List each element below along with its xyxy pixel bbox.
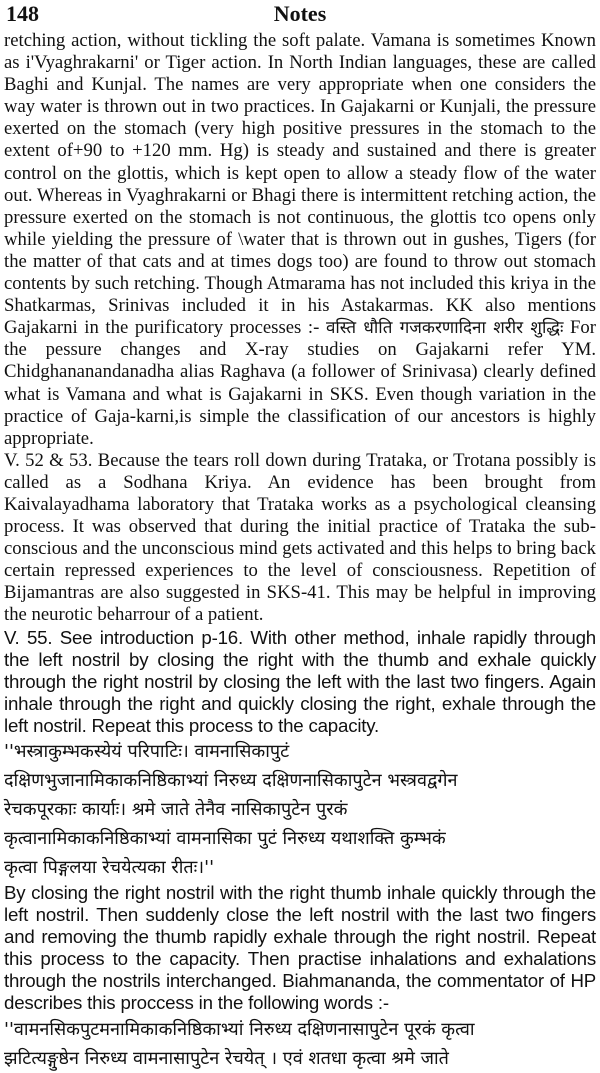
page-header	[4, 0, 596, 30]
sanskrit-quote-bhastrika	[4, 737, 596, 882]
paragraph-vamana	[4, 30, 596, 450]
sanskrit-line: ''भस्त्राकुम्भकस्येयं परिपाटिः। वामनासिकापुटं	[4, 741, 290, 762]
sanskrit-inline-quote: वस्ति धौति गजकरणादिना शरीर शुद्धिः	[325, 318, 564, 339]
text-line: V. 55. See introduction p-16. With other method, inhale rapidly through the left	[4, 626, 596, 670]
text-line: nostril by closing the right with the thumb and exhale quickly through the right	[4, 648, 596, 692]
text-line: unconscious mind gets activated and this helps to bring back certain repressed	[4, 538, 597, 582]
text-line: though variation in the practice of Gaja-karni,is simple the classification of our	[4, 383, 596, 427]
running-head: Notes	[273, 1, 327, 26]
text-line: too) are found to throw out stomach contents by such retching. Though	[4, 250, 597, 295]
text-line: retching action, without tickling the soft palate. Vamana is sometimes Known as	[4, 30, 596, 74]
text-line: nostril by closing the left with the last two fingers. Again inhale through the right	[4, 670, 596, 714]
text-line: i'Vyaghrakarni' or Tiger action. In North Indian languages, these are called Baghi	[4, 52, 596, 96]
text-line: on Gajakarni refer YM. Chidghananandanadha alias Raghava (a follower of	[4, 339, 596, 383]
text-line: that is thrown out in gushes, Tigers (for the matter of that cats and at times dogs	[4, 228, 596, 272]
text-line: stomach (very high positive pressures in the stomach to the extent of+90 to +120	[4, 118, 596, 162]
sanskrit-line: कृत्वानामिकाकनिष्ठिकाभ्यां वामनासिका पुटं निरुध्य यथाशक्ति कुम्भकं	[4, 828, 446, 849]
text-line: Srinivasa) clearly defined what is Vamana and what is Gajakarni in SKS. Even	[4, 361, 596, 405]
text-line: and quickly closing the right, exhale through the left nostril. Repeat this process	[4, 692, 596, 736]
text-line: observed that during the initial practice of Trataka the sub-conscious and the	[4, 516, 596, 560]
text-line: and Kunjal. The names are very appropriate when one considers the way water is	[4, 74, 596, 118]
text-line: mm. Hg) is steady and sustained and there is greater control on the glottis, which	[4, 140, 597, 184]
paragraph-translation	[4, 882, 596, 1015]
paragraph-trataka	[4, 450, 596, 627]
text-line: to the capacity.	[257, 714, 380, 736]
sanskrit-line: दक्षिणभुजानामिकाकनिष्ठिकाभ्यां निरुध्य दक्षिणनासिकापुटेन भस्त्रवद्वगेन	[4, 770, 458, 791]
page-number: 148	[6, 1, 39, 26]
text-line: interchanged. Biahmananda, the commentator of HP describes this proccess in	[4, 970, 597, 1014]
text-line: removing the thumb rapidly exhale through the right nostril. Repeat this process	[4, 926, 596, 970]
text-line: his Astakarmas. KK also mentions Gajakarni in the purificatory processes :-	[4, 295, 597, 339]
text-line: thrown out in two practices. In Gajakarni or Kunjali, the pressure exerted on the	[4, 96, 597, 140]
sanskrit-line: रेचकपूरकाः कार्याः। श्रमे जाते तेनैव नासिकापुटेन पुरकं	[4, 799, 348, 820]
text-line: By closing the right nostril with the right thumb inhale quickly through the left	[4, 882, 596, 926]
text-line: is kept open to allow a steady flow of the water out. Whereas in Vyaghrakarni or	[4, 162, 596, 206]
text-line: Atmarama has not included this kriya in the Shatkarmas, Srinivas included it in	[4, 273, 596, 317]
text-line: suggested in SKS-41. This may be helpful in improving the neurotic beharrour of	[4, 582, 597, 626]
text-line: For the pessure changes and X-ray studies	[4, 317, 596, 361]
text-line: called as a Sodhana Kriya. An evidence has been brought from Kaivalayadhama	[4, 471, 596, 515]
text-line: a patient.	[194, 604, 264, 626]
page-body	[4, 30, 596, 1073]
text-line: nostril. Then suddenly close the left nostril with the last two fingers and	[4, 904, 596, 948]
text-line: Bhagi there is intermittent retching action, the pressure exerted on the stomach is	[4, 184, 597, 228]
text-line: not continuous, the glottis tco opens only while yielding the pressure of \water	[4, 206, 597, 250]
text-line: to the capacity. Then practise inhalations and exhalations through the nostrils	[4, 948, 596, 992]
sanskrit-line: ''वामनसिकपुटमनामिकाकनिष्ठिकाभ्यां निरुध्य दक्षिणनासापुटेन पूरकं कृत्वा	[4, 1018, 475, 1040]
paragraph-verse-55	[4, 627, 596, 737]
text-line: the following words :-	[217, 992, 389, 1014]
text-line: experiences to the level of consciousness. Repetition of Bijamantras are also	[4, 560, 597, 604]
sanskrit-line: झटित्यङ्गुष्ठेन निरुध्य वामनासापुटेन रेचयेत् । एवं शतधा कृत्वा श्रमे जाते	[4, 1047, 449, 1069]
sanskrit-quote-commentary	[4, 1015, 596, 1073]
sanskrit-line: कृत्वा पिङ्गलया रेचयेत्यका रीतः।''	[4, 857, 215, 878]
text-line: laboratory that Trataka works as a psychological cleansing process. It was	[4, 493, 596, 538]
text-line: V. 52 & 53. Because the tears roll down during Trataka, or Trotana possibly is	[4, 449, 596, 471]
text-line: ancestors is highly appropriate.	[4, 405, 597, 449]
